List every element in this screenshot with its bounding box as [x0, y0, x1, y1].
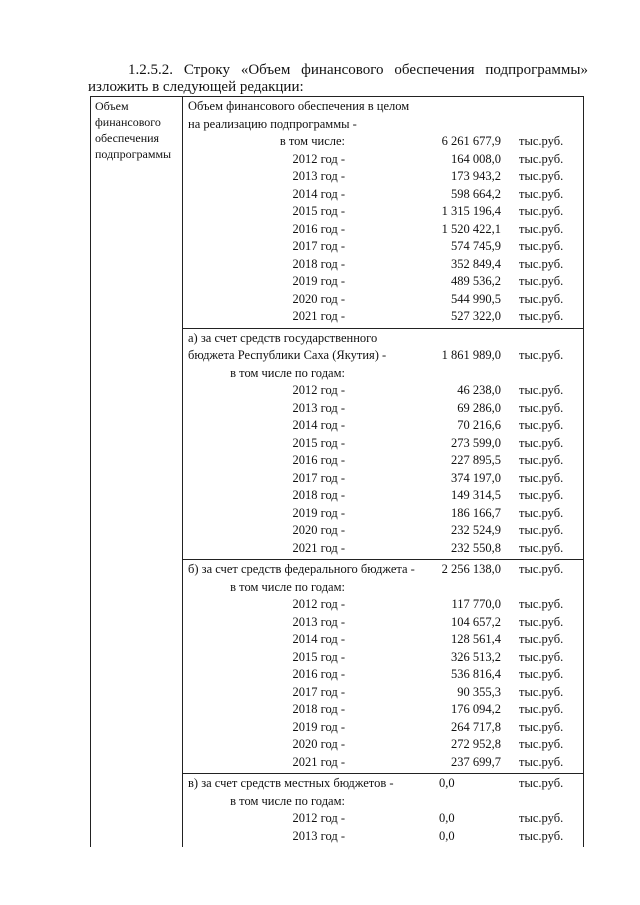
section-title-line	[183, 98, 583, 116]
section-total-amount: 1 861 989,0	[441, 348, 501, 362]
year-unit: тыс.руб.	[519, 309, 564, 323]
sub-label-text: в том числе по годам:	[230, 365, 345, 380]
year-amount: 0,0	[439, 811, 455, 825]
year-row	[183, 256, 583, 274]
section-title-text: бюджета Республики Саха (Якутия) -	[188, 348, 387, 362]
year-amount: 272 952,8	[451, 737, 501, 751]
year-label: 2016 год -	[292, 667, 345, 681]
year-amount: 273 599,0	[451, 435, 501, 450]
year-amount: 536 816,4	[451, 667, 501, 681]
year-unit: тыс.руб.	[519, 221, 564, 236]
year-amount: 117 770,0	[451, 597, 501, 611]
year-unit: тыс.руб.	[519, 274, 564, 288]
year-unit: тыс.руб.	[519, 649, 564, 664]
year-unit: тыс.руб.	[519, 719, 564, 734]
year-label: 2021 год -	[292, 540, 345, 555]
year-amount: 227 895,5	[451, 453, 501, 467]
year-unit: тыс.руб.	[519, 828, 564, 843]
year-amount: 489 536,2	[451, 274, 501, 288]
year-amount: 1 520 422,1	[441, 221, 501, 236]
year-label: 2015 год -	[292, 649, 345, 664]
section-total-unit: тыс.руб.	[519, 562, 564, 576]
row-label-text	[91, 97, 182, 163]
sub-label-text: в том числе по годам:	[230, 579, 345, 594]
year-label: 2018 год -	[292, 488, 345, 502]
year-row	[183, 666, 583, 684]
heading-line-2: изложить в следующей редакции:	[88, 79, 304, 95]
year-label: 2014 год -	[292, 632, 345, 646]
sub-label-line	[183, 579, 583, 597]
section-total-unit: тыс.руб.	[519, 776, 564, 790]
year-row	[183, 238, 583, 256]
year-label: 2019 год -	[292, 505, 345, 520]
year-label: 2015 год -	[292, 204, 345, 218]
heading-paragraph	[88, 62, 588, 96]
year-label: 2012 год -	[292, 597, 345, 611]
year-unit: тыс.руб.	[519, 488, 564, 502]
year-unit: тыс.руб.	[519, 754, 564, 769]
section-total-amount: 0,0	[439, 776, 455, 790]
row-label-line: обеспечения	[95, 131, 160, 145]
year-label: 2018 год -	[292, 256, 345, 271]
year-unit: тыс.руб.	[519, 256, 564, 271]
funding-section	[183, 97, 583, 329]
year-unit: тыс.руб.	[519, 418, 564, 432]
year-row	[183, 596, 583, 614]
year-amount: 352 849,4	[451, 256, 501, 271]
year-row	[183, 540, 583, 558]
year-amount: 574 745,9	[451, 239, 501, 253]
year-row	[183, 168, 583, 186]
section-title-line	[183, 116, 583, 134]
year-row	[183, 810, 583, 828]
year-row	[183, 631, 583, 649]
year-amount: 69 286,0	[457, 400, 501, 415]
year-row	[183, 151, 583, 169]
funding-section	[183, 774, 583, 847]
year-unit: тыс.руб.	[519, 470, 564, 485]
row-label-cell	[91, 97, 183, 847]
year-amount: 264 717,8	[451, 719, 501, 734]
year-unit: тыс.руб.	[519, 737, 564, 751]
year-amount: 1 315 196,4	[441, 204, 501, 218]
year-row	[183, 382, 583, 400]
year-amount: 176 094,2	[451, 702, 501, 716]
year-amount: 232 550,8	[451, 540, 501, 555]
year-label: 2012 год -	[292, 383, 345, 397]
row-label-line: Объем	[95, 99, 129, 113]
year-unit: тыс.руб.	[519, 540, 564, 555]
year-row	[183, 736, 583, 754]
year-label: 2013 год -	[292, 614, 345, 629]
year-amount: 544 990,5	[451, 291, 501, 306]
section-title-line	[183, 330, 583, 348]
year-amount: 374 197,0	[451, 470, 501, 485]
year-label: 2015 год -	[292, 435, 345, 450]
year-row	[183, 614, 583, 632]
year-unit: тыс.руб.	[519, 239, 564, 253]
year-amount: 149 314,5	[451, 488, 501, 502]
section-total-unit: тыс.руб.	[519, 348, 564, 362]
year-amount: 104 657,2	[451, 614, 501, 629]
section-title-line	[183, 347, 583, 365]
year-unit: тыс.руб.	[519, 505, 564, 520]
year-label: 2012 год -	[292, 811, 345, 825]
year-amount: 326 513,2	[451, 649, 501, 664]
year-row	[183, 203, 583, 221]
year-label: 2020 год -	[292, 523, 345, 537]
row-label-line: подпрограммы	[95, 147, 172, 161]
year-unit: тыс.руб.	[519, 151, 564, 166]
year-amount: 232 524,9	[451, 523, 501, 537]
year-label: 2012 год -	[292, 151, 345, 166]
section-total-amount: 2 256 138,0	[441, 562, 501, 576]
year-row	[183, 400, 583, 418]
year-unit: тыс.руб.	[519, 597, 564, 611]
year-amount: 527 322,0	[451, 309, 501, 323]
year-label: 2017 год -	[292, 239, 345, 253]
section-title-text: б) за счет средств федерального бюджета -	[188, 562, 415, 576]
year-unit: тыс.руб.	[519, 811, 564, 825]
year-unit: тыс.руб.	[519, 169, 564, 183]
year-amount: 237 699,7	[451, 754, 501, 769]
year-label: 2021 год -	[292, 754, 345, 769]
year-label: 2017 год -	[292, 470, 345, 485]
sub-label-line	[183, 365, 583, 383]
year-row	[183, 221, 583, 239]
year-row	[183, 828, 583, 846]
financing-details-cell	[183, 97, 583, 847]
year-amount: 164 008,0	[451, 151, 501, 166]
sub-label-text: в том числе:	[279, 134, 345, 148]
year-row	[183, 470, 583, 488]
financing-table	[90, 96, 584, 847]
year-unit: тыс.руб.	[519, 204, 564, 218]
year-label: 2020 год -	[292, 737, 345, 751]
year-unit: тыс.руб.	[519, 186, 564, 201]
section-title-line	[183, 775, 583, 793]
row-label-line: финансового	[95, 115, 161, 129]
year-amount: 598 664,2	[451, 186, 501, 201]
year-unit: тыс.руб.	[519, 614, 564, 629]
year-amount: 0,0	[439, 828, 455, 843]
year-unit: тыс.руб.	[519, 523, 564, 537]
sub-label-text: в том числе по годам:	[230, 793, 345, 808]
year-unit: тыс.руб.	[519, 702, 564, 716]
year-label: 2013 год -	[292, 400, 345, 415]
year-row	[183, 273, 583, 291]
funding-section	[183, 560, 583, 774]
year-unit: тыс.руб.	[519, 667, 564, 681]
year-unit: тыс.руб.	[519, 400, 564, 415]
sub-label-line	[183, 793, 583, 811]
year-unit: тыс.руб.	[519, 632, 564, 646]
year-label: 2013 год -	[292, 828, 345, 843]
year-unit: тыс.руб.	[519, 453, 564, 467]
section-total-amount: 6 261 677,9	[441, 134, 501, 148]
year-row	[183, 186, 583, 204]
year-label: 2014 год -	[292, 418, 345, 432]
year-label: 2016 год -	[292, 221, 345, 236]
year-unit: тыс.руб.	[519, 291, 564, 306]
funding-section	[183, 329, 583, 561]
year-unit: тыс.руб.	[519, 684, 564, 699]
year-row	[183, 452, 583, 470]
year-label: 2019 год -	[292, 274, 345, 288]
year-row	[183, 701, 583, 719]
year-label: 2019 год -	[292, 719, 345, 734]
section-title-line	[183, 561, 583, 579]
heading-line-1: 1.2.5.2. Строку «Объем финансового обеспечения подпрограммы»	[128, 62, 588, 78]
year-row	[183, 505, 583, 523]
year-unit: тыс.руб.	[519, 435, 564, 450]
year-row	[183, 487, 583, 505]
year-label: 2017 год -	[292, 684, 345, 699]
year-amount: 70 216,6	[457, 418, 501, 432]
year-row	[183, 649, 583, 667]
year-label: 2014 год -	[292, 186, 345, 201]
year-row	[183, 522, 583, 540]
year-row	[183, 754, 583, 772]
year-row	[183, 417, 583, 435]
year-row	[183, 291, 583, 309]
year-amount: 128 561,4	[451, 632, 501, 646]
year-amount: 186 166,7	[451, 505, 501, 520]
year-unit: тыс.руб.	[519, 383, 564, 397]
section-title-text: на реализацию подпрограммы -	[188, 116, 357, 131]
sub-label-line	[183, 133, 583, 151]
year-row	[183, 308, 583, 326]
year-amount: 173 943,2	[451, 169, 501, 183]
year-row	[183, 719, 583, 737]
section-title-text: Объем финансового обеспечения в целом	[188, 99, 410, 113]
year-amount: 46 238,0	[457, 383, 501, 397]
year-label: 2016 год -	[292, 453, 345, 467]
section-title-text: а) за счет средств государственного	[188, 330, 378, 345]
year-label: 2018 год -	[292, 702, 345, 716]
year-label: 2020 год -	[292, 291, 345, 306]
section-total-unit: тыс.руб.	[519, 134, 564, 148]
year-label: 2021 год -	[292, 309, 345, 323]
year-row	[183, 684, 583, 702]
section-title-text: в) за счет средств местных бюджетов -	[188, 776, 394, 790]
year-row	[183, 435, 583, 453]
year-label: 2013 год -	[292, 169, 345, 183]
year-amount: 90 355,3	[457, 684, 501, 699]
